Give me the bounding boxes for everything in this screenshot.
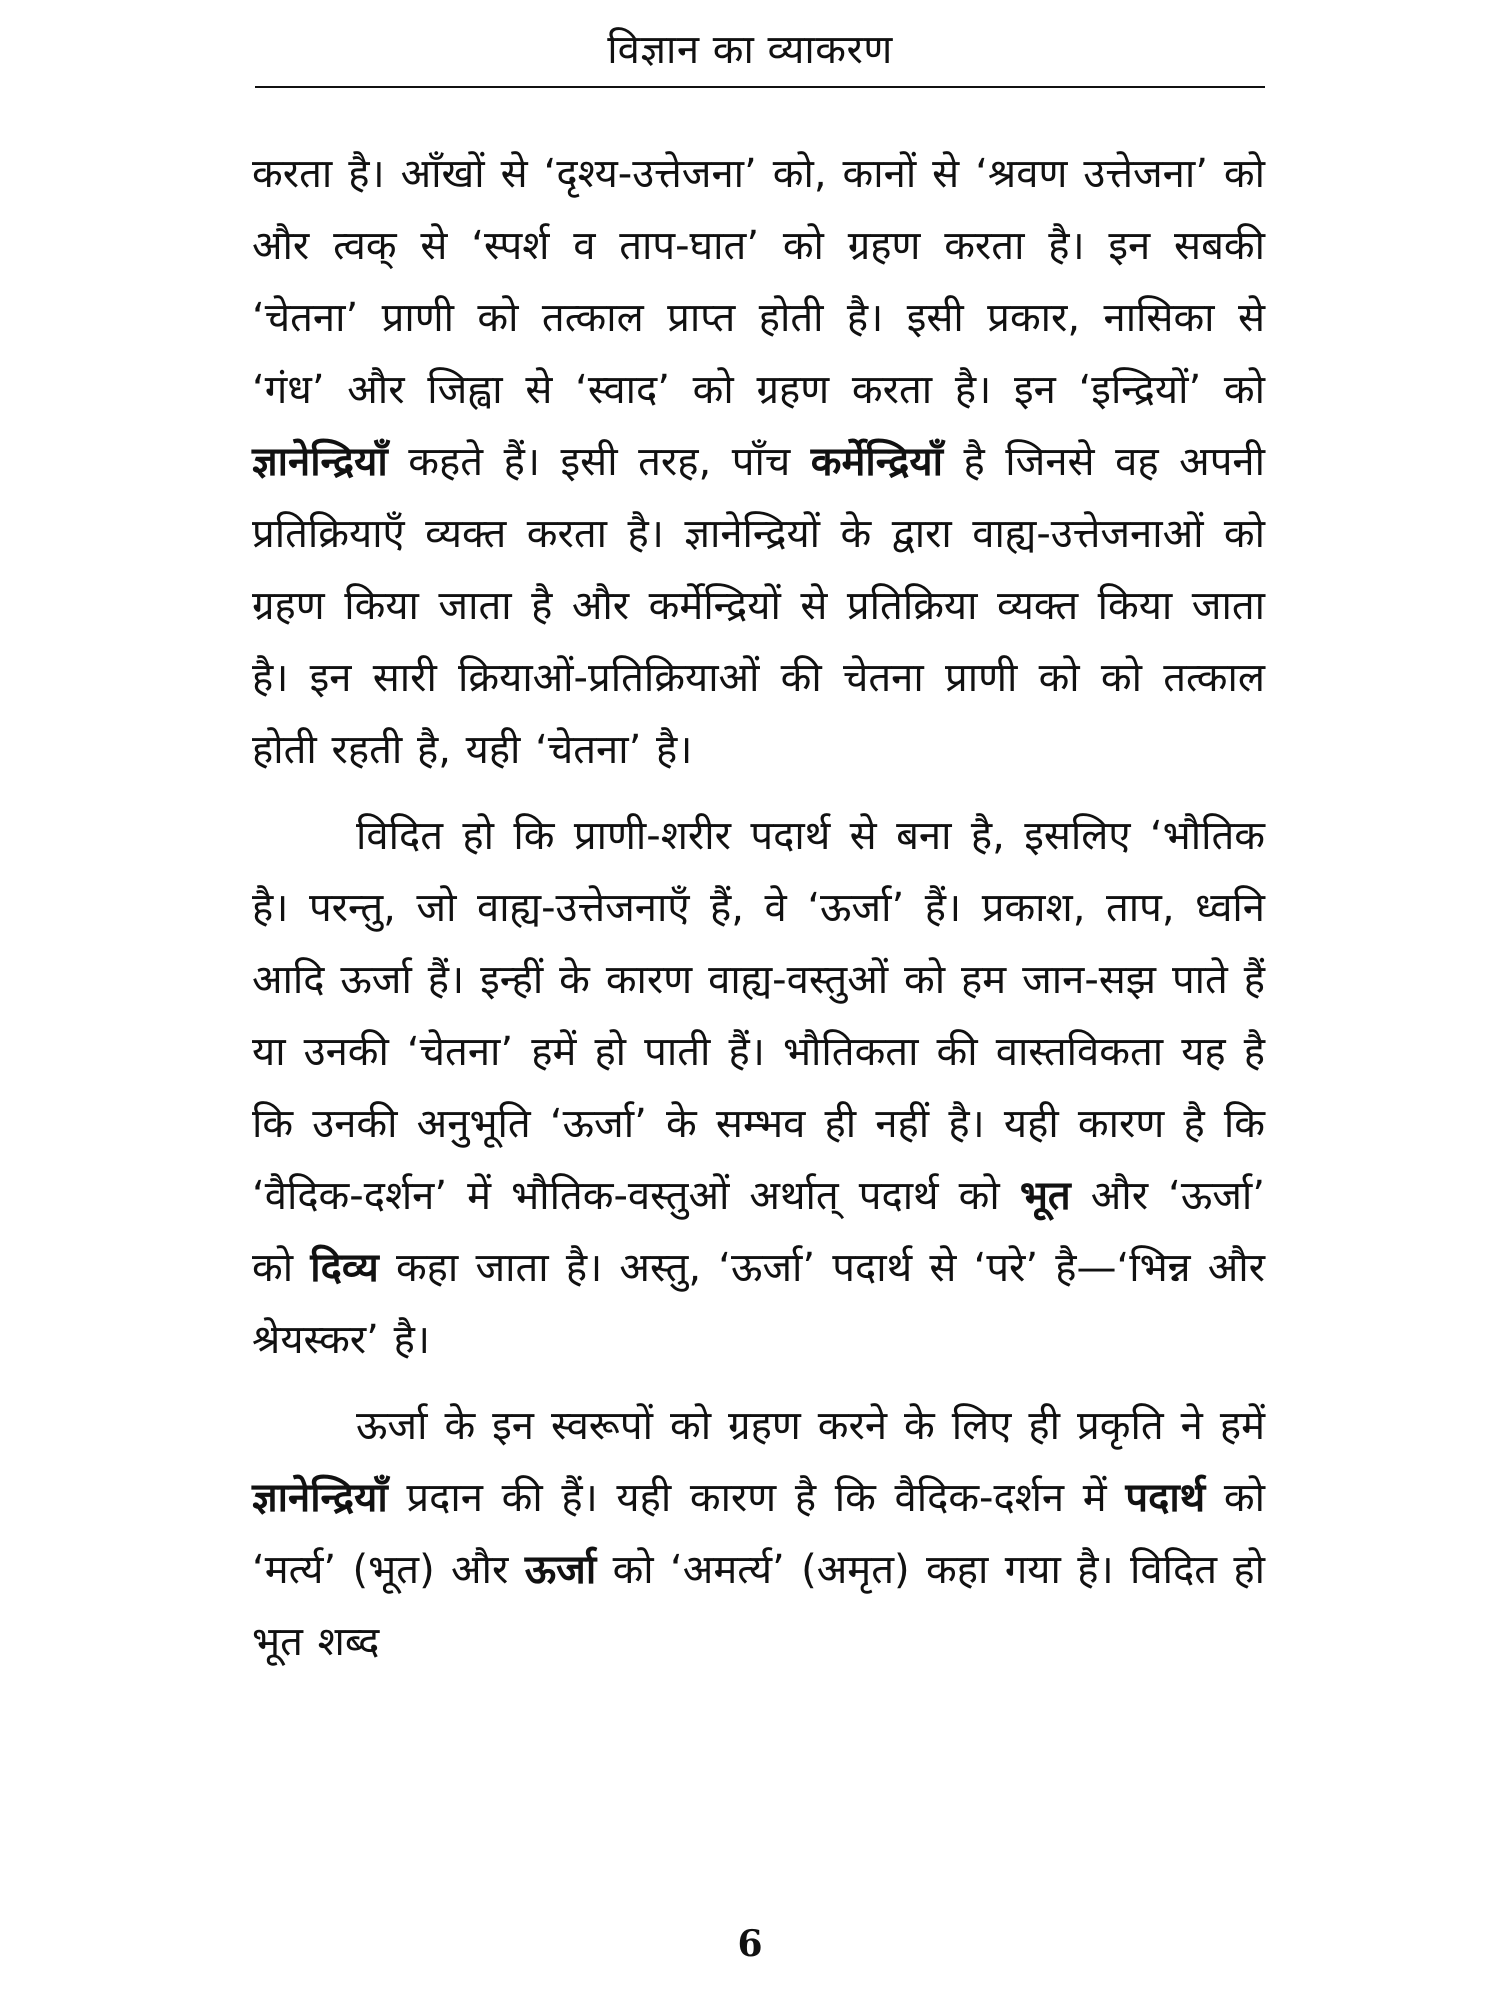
bold-term: ज्ञानेन्द्रियाँ (252, 439, 388, 485)
text-span: है जिनसे वह अपनी प्रतिक्रियाएँ व्यक्त करता है। ज्ञानेन्द्रियों के द्वारा वाह्य-उत्तेजनाओं को ग्रहण किया जाता है और कर्मेन्द्रियों से प्रतिक्रिया व्यक्त किया जाता है। इन सारी क्रियाओं-प्रतिक्रियाओं की चेतना प्राणी को को तत्काल होती रहती है, यही ‘चेतना’ है। (252, 439, 1265, 773)
text-span: को ‘मर्त्य’ (भूत) और (252, 1475, 1265, 1593)
bold-term: दिव्य (310, 1245, 379, 1291)
paragraph-1 (252, 138, 1265, 786)
bold-term: ऊर्जा (524, 1547, 597, 1593)
page-number: 6 (737, 1923, 763, 1965)
paragraph-3 (252, 1390, 1265, 1678)
text-span: कहते हैं। इसी तरह, पाँच (387, 439, 811, 485)
running-title: विज्ञान का व्याकरण (607, 27, 893, 73)
text-span: कहा जाता है। अस्तु, ‘ऊर्जा’ पदार्थ से ‘परे’ है—‘भिन्न और श्रेयस्कर’ है। (252, 1245, 1265, 1363)
bold-term: कर्मेन्द्रियाँ (810, 439, 943, 485)
text-span: को ‘अमर्त्य’ (अमृत) कहा गया है। विदित हो भूत शब्द (252, 1547, 1265, 1665)
text-span: प्रदान की हैं। यही कारण है कि वैदिक-दर्शन में (387, 1475, 1126, 1521)
bold-term: पदार्थ (1125, 1475, 1206, 1521)
bold-term: ज्ञानेन्द्रियाँ (252, 1475, 388, 1521)
text-span: ऊर्जा के इन स्वरूपों को ग्रहण करने के लिए ही प्रकृति ने हमें (356, 1403, 1265, 1449)
header-rule (255, 86, 1265, 88)
bold-term: भूत (1019, 1173, 1071, 1219)
paragraph-2 (252, 800, 1265, 1376)
text-span: विदित हो कि प्राणी-शरीर पदार्थ से बना है, इसलिए ‘भौतिक है। परन्तु, जो वाह्य-उत्तेजनाएँ हैं, वे ‘ऊर्जा’ हैं। प्रकाश, ताप, ध्वनि आदि ऊर्जा हैं। इन्हीं के कारण वाह्य-वस्तुओं को हम जान-सझ पाते हैं या उनकी ‘चेतना’ हमें हो पाती हैं। भौतिकता की वास्तविकता यह है कि उनकी अनुभूति ‘ऊर्जा’ के सम्भव ही नहीं है। यही कारण है कि ‘वैदिक-दर्शन’ में भौतिक-वस्तुओं अर्थात् पदार्थ को (252, 813, 1265, 1219)
body-text (252, 138, 1265, 1678)
text-span: करता है। आँखों से ‘दृश्य-उत्तेजना’ को, कानों से ‘श्रवण उत्तेजना’ को और त्वक् से ‘स्पर्श व ताप-घात’ को ग्रहण करता है। इन सबकी ‘चेतना’ प्राणी को तत्काल प्राप्त होती है। इसी प्रकार, नासिका से ‘गंध’ और जिह्वा से ‘स्वाद’ को ग्रहण करता है। इन ‘इन्द्रियों’ को (252, 151, 1265, 413)
text-span: और ‘ऊर्जा’ को (252, 1173, 1265, 1291)
